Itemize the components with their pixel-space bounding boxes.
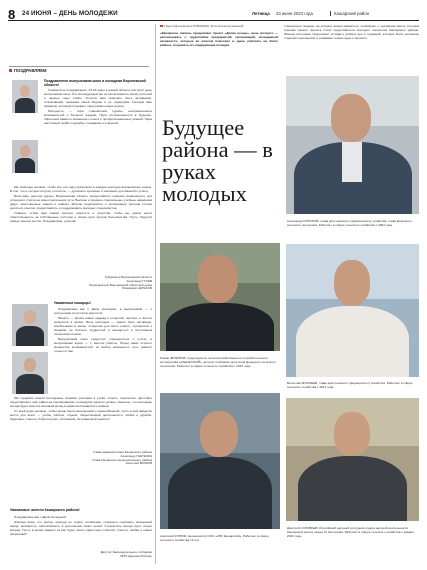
governor-portrait [12,80,38,113]
photo-person-4 [160,393,280,529]
column-divider [155,24,156,564]
bullet-square-icon [160,25,163,28]
greeting2-signature: Глава администрации Кашарского района Александр ГНЕТЕЗИН Глава Кашарского муниципального района Анатолий ВОЛКОВ [92,450,152,466]
photo-person-5 [286,398,419,521]
greeting3-body: Поздравляем вас с Днем молодежи! Желаем всем, кто молод, никогда не терять оптимизма, стараться сохранять жизненный заряд, активность, настойчивость в достижении своих целей. Стремитесь всегда идти только вперед. Пусть в жизни каждого из вас будет много радостных событий, счастья, любви и новых свершений! [10,515,152,536]
greeting1-body-b: Мы искренне желаем, чтобы все эти годы приходили в каждую молодую воронежскую семью. В том, что и эти дни получат отголосок, — духовного здоровья и значимых достижений к успеху. Всем вам, дорогие друзья, Воронежская область предоставляет широкие возможности для успешного старта на самостоятельном пути. Высшие и средние специальные учебные заведения дадут качественные знания и навыки. Многие предприятия и организации региона готовы делиться опытом, предоставлять и поддерживать молодых специалистов. Главное, чтобы вам самим хватило смелости и упорства, чтобы вы умели нести ответственность за собственные поступки и порою идти против большинства. Пусть сбудутся самые смелые мечты. Поздравляем, успехов! [10,185,152,223]
assembly-chairman-portrait [12,352,48,394]
article-lead-right: становиться людьми, на которых можно равняться, человеком, с человеком места. Сегодня героями нашего проекта стали представители молодого поколения Кашарского района. Именно молодежь продолжает эстафету добрых дел и традиций, которые были заложены старшим поколением, и развивает новые идеи и проекты. [284,24,419,41]
district-name: Кашарский район [334,11,370,16]
article-byline: Подготовила Елена КУЗЬМИНА. Фото Елены Кузьминой [160,24,310,28]
duma-chairman-portrait [12,140,38,173]
caption-person-2: Роман ФИЛИНОВ, председатель сельскохозяйственного потребительского кооператива «КАШАРСКИЙ», депутат Собрания депутатов Донецкого сельского поселения. Работает в сфере сельского хозяйства с 2015 года. [160,356,276,369]
photo-person-1 [286,76,419,214]
article-headline: Будущее района — в руках молодых [162,115,273,206]
greeting2-title: Уважаемые кашарцы! [54,301,91,305]
greeting3-title: Уважаемые жители Кашарского района! [10,508,80,512]
article-lead-left: «Кашарское завтра» продолжает проект «Делая ночью», цель которого — рассказывать о трудолюбии предприятий, организаций, молодежной активности, которые во многом помогают и здесь работать на благо района, сохранять его лидирующие позиции. [160,31,278,48]
district-head-portrait [12,304,48,346]
issue-date: 23 июня 2023 года [276,11,313,16]
caption-person-4: Анатолий КУЗНИК, механизатор ООО «КРК Кашарский». Работает в сфере сельского хозяйства 15 лет. [160,534,269,543]
caption-person-5: Дмитрий СОЛОВЬЕВ, Российский научный сотрудник отдела научной деятельности Кашарской школы имени М. Шолохова. Работает в сфере сельского хозяйства с января 2023 года. [287,526,414,539]
page-number: 8 [8,7,16,22]
section-label: ПОЗДРАВЛЯЕМ [9,66,149,74]
greeting2-body-a: Поздравляем вас с Днем молодежи, а выпускников — с получением аттестатов зрелости! Юность — время новых надежд и открытий, светлых и чистых помыслов в жизни. Быть молодым — значит быть активным, влюбленным в жизнь, открытым для всего нового, стремиться к знаниям, не бояться трудностей и находиться в постоянном творческом поиске. Выпускникам школ предстоит определиться с путем, а выпускникам вузов — с местом работы. Перед вами открыто множество возможностей, но выбор жизненного пути зависит только от вас. [54,307,152,354]
photo-person-2 [160,243,280,351]
page-header [8,8,419,21]
greeting3-signature: Депутат Законодательного собрания ВПП «Единая Россия» [100,550,152,558]
caption-person-3: Вячеслав МОИСЕЕВ, глава крестьянского (фермерского) хозяйства. Работает в сфере сельского хозяйства с 2011 года. [287,381,413,390]
greeting1-title: Поздравление выпускников школ и молодежи Воронежской области! [44,79,146,88]
greeting1-signature: Губернатор Воронежской области Александр ГУСЕВ Председатель Воронежской областной думы Владимир НЕТЕСОВ [89,275,152,291]
photo-person-3 [286,244,419,377]
header-date-title: 24 ИЮНЯ – ДЕНЬ МОЛОДЕЖИ [22,10,118,17]
paper-name: Летница [252,11,270,16]
caption-person-1: Александр КОРОНОВ, глава крестьянского (фермерского) хозяйства, глава Донецкого сельского поселения. Работает в сфере сельского хозяйства с 2004 года. [287,219,412,228]
bullet-square-icon [9,69,12,72]
header-divider [330,11,331,16]
greeting2-body-b: Мы гордимся нашей молодежью, вашими успехами в учебе, спорте, творчестве. Достойно представляете наш район на соревнованиях и конкурсах разного уровня. Уверены, что молодежь всегда будет вносить весомый вклад в развитие Кашарского района. От всей души желаем, чтобы жизнь была насыщенной и разнообразной, пусть в ней найдется место для всего — учебы, работы, отдыха, общественной деятельности, любви и дружбы. Здоровья, счастья, благополучия, оптимизма, безграничной энергии! [10,396,152,422]
greeting1-body-a: Совместное поздравление, 23-24 июня в нашей области наступит день выпускников школ. И в последующем вы не раз вспомните своих учителей и первые годы учебы. Хочется вам пожелать быть активными, отзывчивыми, верными своей Родине и ее традициям. Сегодня ваш праздник, который открывает перед вами новые дороги. Молодость — пора становления судьбы, неограниченных возможностей и больших надежд. Пора устремленности в будущее, обретения важного жизненного опыта и профессиональных умений. Пора настоящей любви и дружбы, созидания и открытий. [44,88,152,126]
